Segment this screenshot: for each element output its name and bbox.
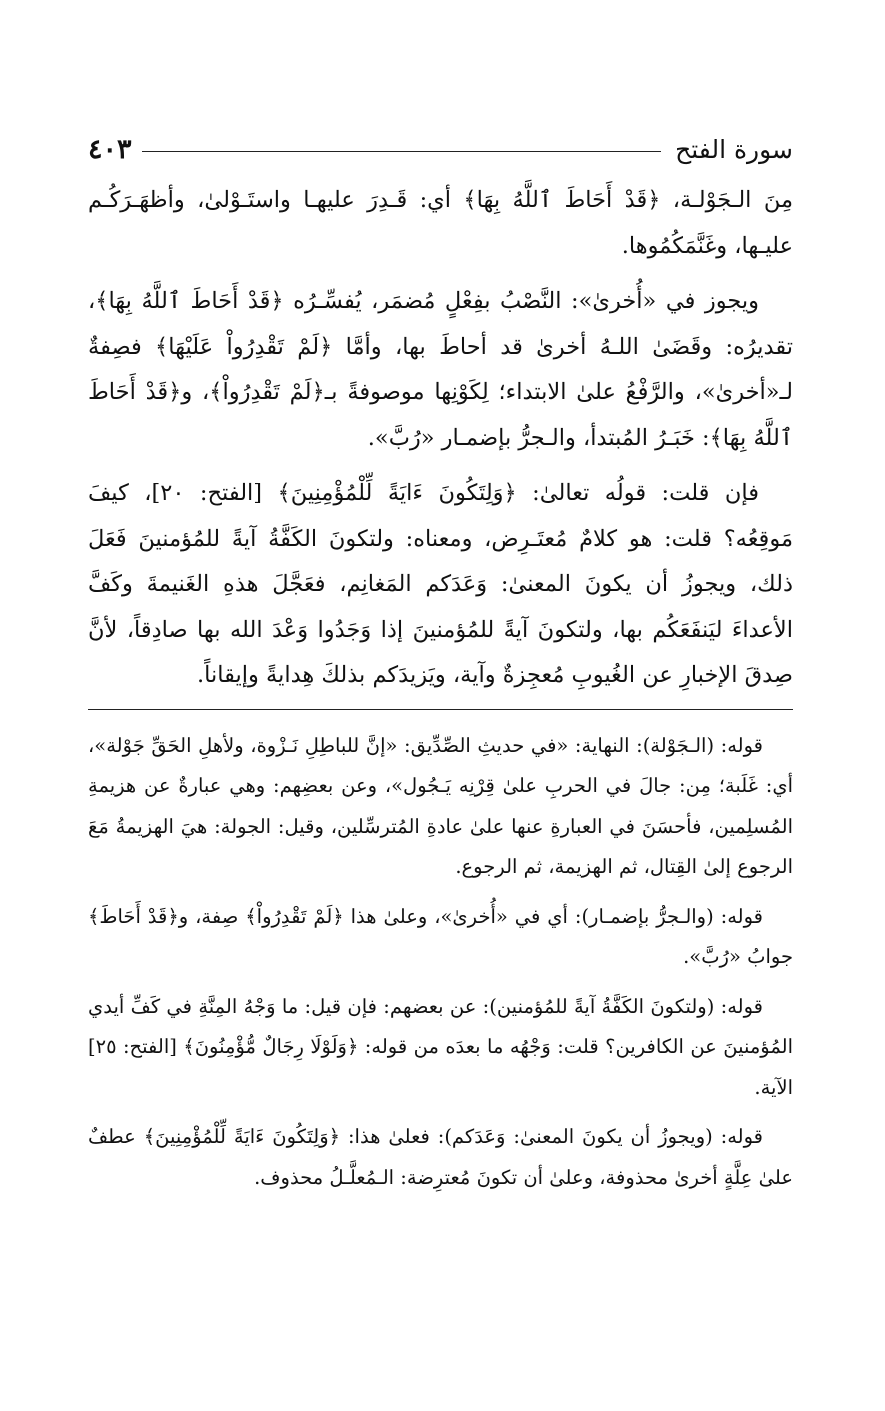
commentary-notes <box>88 726 793 1199</box>
main-text <box>88 178 793 699</box>
running-header <box>88 120 793 178</box>
note-1: قوله: (الـجَوْلة): النهاية: «في حديثِ الصِّدِّيق: «إنَّ للباطِلِ نَـزْوة، ولأهلِ الحَقِّ جَوْلة»، أي: غَلَبة؛ مِن: جالَ في الحربِ علىٰ قِرْنِه يَـجُول»، وعن بعضِهم: وهي عبارةٌ عن هزيمةِ المُسلِمين، فأحسَنَ في العبارةِ عنها علىٰ عادةِ المُترسِّلين، وقيل: الجولة: هيَ الهزيمةُ مَعَ الرجوع إلىٰ القِتال، ثم الهزيمة، ثم الرجوع. <box>88 733 793 878</box>
footnote-separator <box>88 709 793 710</box>
note-3: قوله: (ولتكونَ الكَفَّةُ آيةً للمُؤمنين): عن بعضهم: فإن قيل: ما وَجْهُ المِنَّةِ في كَفِّ أيدي المُؤمنينَ عن الكافرين؟ قلت: وَجْهُه ما بعدَه من قوله: ﴿وَلَوْلَا رِجَالٌ مُّؤْمِنُونَ﴾ [الفتح: ٢٥] الآية. <box>88 994 793 1099</box>
note-4: قوله: (ويجوزُ أن يكونَ المعنىٰ: وَعَدَكم): فعلىٰ هذا: ﴿وَلِتَكُونَ ءَايَةً لِّلْمُؤْمِنِينَ﴾ عطفٌ علىٰ عِلَّةٍ أخرىٰ محذوفة، وعلىٰ أن تكونَ مُعترِضة: الـمُعلَّـلُ محذوف. <box>88 1125 793 1189</box>
main-paragraph-1: مِنَ الـجَوْلـة، ﴿قَدْ أَحَاطَ ٱللَّهُ بِهَا﴾ أي: قَـدِرَ عليهـا واستَـوْلىٰ، وأظهَـرَكُـم عليـها، وغَنَّمَكُمُوها. <box>88 187 793 259</box>
main-paragraph-2: ويجوز في «أُخرىٰ»: النَّصْبُ بفِعْلٍ مُضمَر، يُفسِّـرُه ﴿قَدْ أَحَاطَ ٱللَّهُ بِهَا﴾، تقديرُه: وقَضَىٰ اللـهُ أخرىٰ قد أحاطَ بها، وأمَّا ﴿لَمْ تَقْدِرُواْ عَلَيْهَا﴾ فصِفةٌ لـ«أخرىٰ»، والرَّفْعُ علىٰ الابتداء؛ لِكَوْنِها موصوفةً بـ﴿لَمْ تَقْدِرُواْ﴾، و﴿قَدْ أَحَاطَ ٱللَّهُ بِهَا﴾: خَبَـرُ المُبتدأ، والـجرُّ بإضمـار «رُبَّ». <box>88 288 793 451</box>
surah-title: سورة الفتح <box>675 134 793 164</box>
note-2: قوله: (والـجرُّ بإضمـار): أي في «أُخرىٰ»، وعلىٰ هذا ﴿لَمْ تَقْدِرُواْ﴾ صِفة، و﴿قَدْ أَحَاطَ﴾ جوابُ «رُبَّ». <box>88 904 793 968</box>
page-number: ٤٠٣ <box>88 133 132 165</box>
header-rule <box>142 151 662 152</box>
main-paragraph-3: فإن قلت: قولُه تعالىٰ: ﴿وَلِتَكُونَ ءَايَةً لِّلْمُؤْمِنِينَ﴾ [الفتح: ٢٠]، كيفَ مَوقِعُه؟ قلت: هو كلامٌ مُعتَـرِض، ومعناه: ولتكونَ الكَفَّةُ آيةً للمُؤمنينَ فَعَلَ ذلك، ويجوزُ أن يكونَ المعنىٰ: وَعَدَكم المَغانِم، فعَجَّلَ هذهِ الغَنيمةَ وكَفَّ الأعداءَ ليَنفَعَكُم بها، ولتكونَ آيةً للمُؤمنينَ إذا وَجَدُوا وَعْدَ الله بها صادِقاً، لأنَّ صِدقَ الإخبارِ عن الغُيوبِ مُعجِزةٌ وآية، ويَزيدَكم بذلكَ هِدايةً وإيقاناً. <box>88 480 793 688</box>
